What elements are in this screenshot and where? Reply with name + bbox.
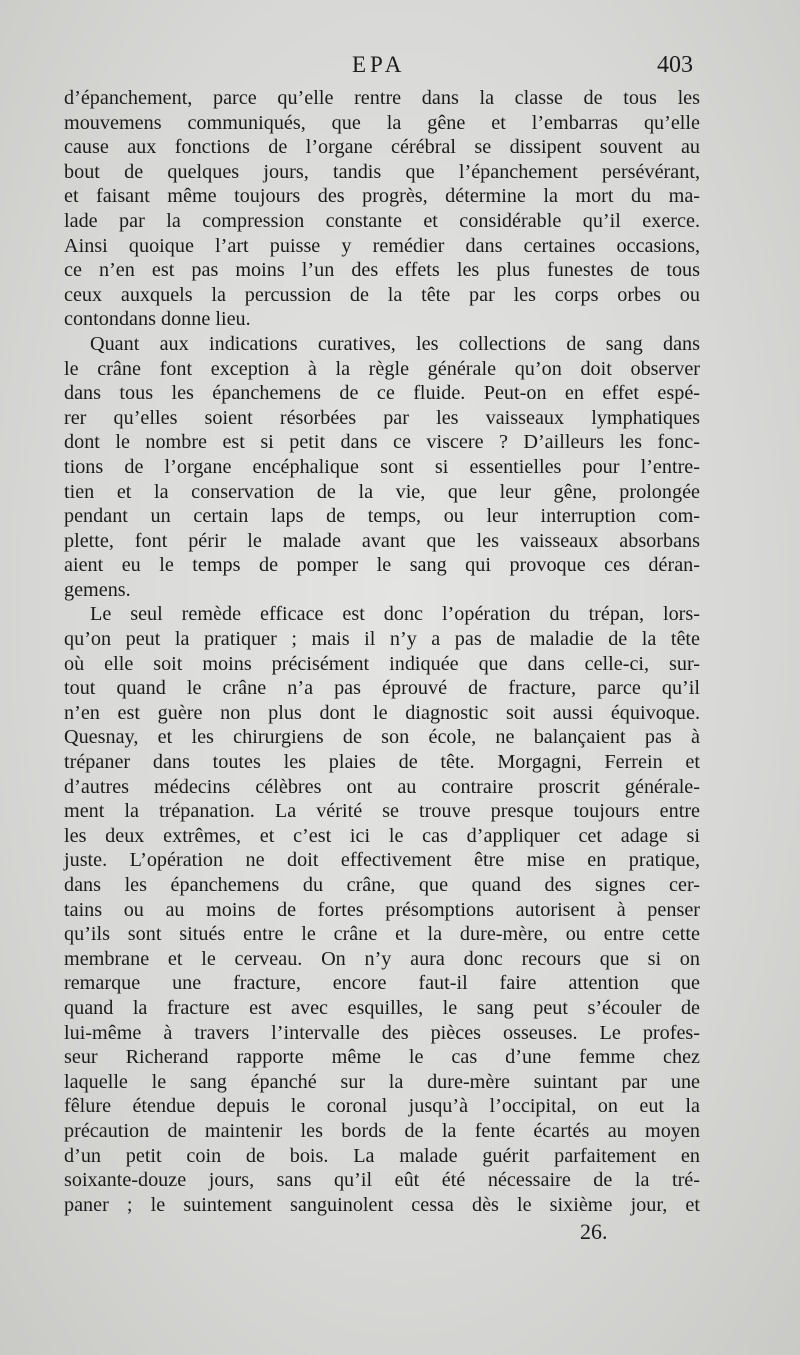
text-line: tien et la conservation de la vie, que leur gêne, prolongée: [64, 480, 700, 503]
text-line: ment la trépanation. La vérité se trouve presque toujours entre: [64, 800, 700, 823]
text-line: n’en est guère non plus dont le diagnostic soit aussi équivoque.: [64, 701, 700, 724]
text-line: dans tous les épanchemens de ce fluide. Peut-on en effet espé-: [64, 382, 700, 405]
text-line: ceux auxquels la percussion de la tête par les corps orbes ou: [64, 283, 700, 306]
text-line: et faisant même toujours des progrès, détermine la mort du ma-: [64, 185, 700, 208]
text-line: d’épanchement, parce qu’elle rentre dans la classe de tous les: [64, 87, 700, 109]
text-line: aient eu le temps de pomper le sang qui provoque ces déran-: [64, 554, 700, 577]
text-line: gemens.: [64, 578, 131, 601]
text-line: contondans donne lieu.: [64, 308, 251, 331]
text-line: cause aux fonctions de l’organe cérébral se dissipent souvent au: [64, 136, 700, 159]
text-line: ce n’en est pas moins l’un des effets les plus funestes de tous: [64, 259, 700, 282]
text-line: Ainsi quoique l’art puisse y remédier dans certaines occasions,: [64, 234, 700, 257]
text-line: tout quand le crâne n’a pas éprouvé de fracture, parce qu’il: [64, 677, 700, 700]
text-line: d’autres médecins célèbres ont au contraire proscrit générale-: [64, 775, 700, 798]
signature-mark: 26.: [580, 1219, 608, 1244]
text-line: pendant un certain laps de temps, ou leur interruption com-: [64, 505, 700, 528]
text-line: qu’ils sont situés entre le crâne et la dure-mère, ou entre cette: [64, 923, 700, 946]
text-line: lade par la compression constante et considérable qu’il exerce.: [64, 209, 700, 232]
running-head: [0, 52, 800, 82]
text-line: seur Richerand rapporte même le cas d’une femme chez: [64, 1046, 700, 1069]
text-line: d’un petit coin de bois. La malade guérit parfaitement en: [64, 1144, 700, 1167]
text-line: dans les épanchemens du crâne, que quand des signes cer-: [64, 874, 700, 896]
text-line: Quesnay, et les chirurgiens de son école, ne balançaient pas à: [64, 726, 700, 749]
text-line: membrane et le cerveau. On n’y aura donc recours que si on: [64, 947, 700, 970]
text-line: qu’on peut la pratiquer ; mais il n’y a pas de maladie de la tête: [64, 628, 700, 651]
text-line: lui-même à travers l’intervalle des pièces osseuses. Le profes-: [64, 1021, 700, 1044]
text-line: le crâne font exception à la règle générale qu’on doit observer: [64, 357, 700, 380]
text-line: mouvemens communiqués, que la gêne et l’embarras qu’elle: [64, 111, 700, 134]
text-line: où elle soit moins précisément indiquée que dans celle-ci, sur-: [64, 652, 700, 675]
text-line: juste. L’opération ne doit effectivement être mise en pratique,: [64, 849, 700, 872]
running-title: EPA: [352, 52, 406, 77]
text-line: tains ou au moins de fortes présomptions autorisent à penser: [64, 898, 700, 921]
text-line: paner ; le suintement sanguinolent cessa dès le sixième jour, et: [64, 1193, 700, 1216]
text-line: laquelle le sang épanché sur la dure-mère suintant par une: [64, 1070, 700, 1093]
text-line: soixante-douze jours, sans qu’il eût été nécessaire de la tré-: [64, 1169, 700, 1192]
text-line: précaution de maintenir les bords de la fente écartés au moyen: [64, 1119, 700, 1142]
text-line: rer qu’elles soient résorbées par les vaisseaux lymphatiques: [64, 406, 700, 429]
page-number: 403: [657, 52, 693, 78]
text-line: plette, font périr le malade avant que les vaisseaux absorbans: [64, 529, 700, 552]
text-line: bout de quelques jours, tandis que l’épanchement persévérant,: [64, 160, 700, 183]
text-line: tions de l’organe encéphalique sont si essentielles pour l’entre-: [64, 455, 700, 478]
text-line: les deux extrêmes, et c’est ici le cas d’appliquer cet adage si: [64, 824, 700, 847]
paragraph-start-line: Le seul remède efficace est donc l’opération du trépan, lors-: [90, 603, 700, 626]
paragraph-start-line: Quant aux indications curatives, les collections de sang dans: [90, 332, 700, 355]
text-line: quand la fracture est avec esquilles, le sang peut s’écouler de: [64, 996, 700, 1019]
text-line: trépaner dans toutes les plaies de tête. Morgagni, Ferrein et: [64, 751, 700, 774]
body-text: [64, 86, 700, 1217]
text-line: remarque une fracture, encore faut-il faire attention que: [64, 972, 700, 995]
text-line: fêlure étendue depuis le coronal jusqu’à l’occipital, on eut la: [64, 1095, 700, 1118]
text-line: dont le nombre est si petit dans ce viscere ? D’ailleurs les fonc-: [64, 431, 700, 454]
